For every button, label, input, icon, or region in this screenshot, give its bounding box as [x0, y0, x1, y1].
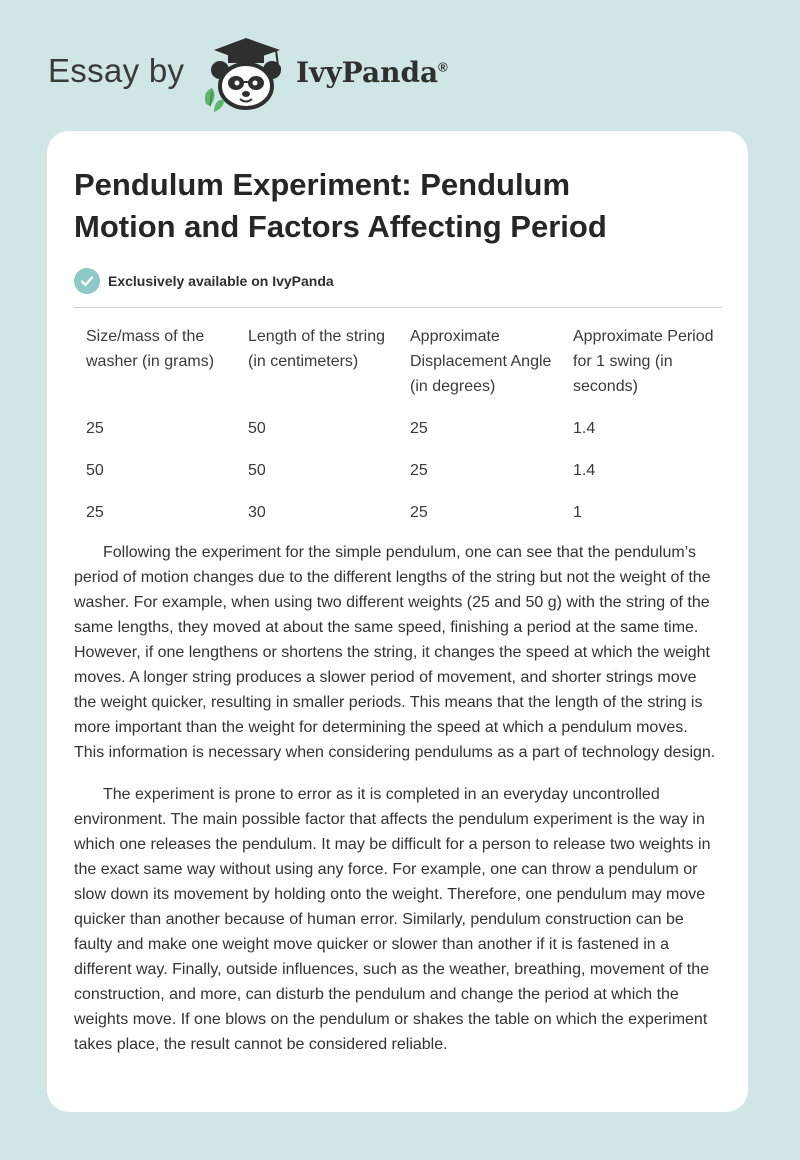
table-row	[74, 500, 723, 542]
table-row	[74, 458, 723, 500]
table-cell: 1.4	[573, 420, 596, 437]
paragraph: The experiment is prone to error as it is completed in an everyday uncontrolled environment. The main possible factor that affects the pendulum experiment is the way in which one releases the pendulum. It may be difficult for a person to release two weights in the exact same way without using any force. For example, one can throw a pendulum or slow down its movement by holding onto the weight. Therefore, one pendulum may move quicker than another because of human error. Similarly, pendulum construction can be faulty and make one weight move quicker or slower than another if it is fastened in a different way. Finally, outside influences, such as the weather, breathing, movement of the construction, and more, can disturb the pendulum and change the period at which the weights move. If one blows on the pendulum or shakes the table on which the experiment takes place, the result cannot be considered reliable.	[74, 786, 711, 1053]
page-title: Pendulum Experiment: Pendulum Motion and Factors Affecting Period	[74, 167, 607, 244]
table-header: Approximate Period for 1 swing (in seconds)	[573, 328, 714, 395]
table-cell: 50	[248, 462, 266, 479]
brand-prefix: Essay by	[48, 52, 185, 89]
table-header: Size/mass of the washer (in grams)	[86, 328, 215, 370]
brand-name-text: IvyPanda	[296, 56, 439, 89]
panda-graduation-cap-icon[interactable]	[200, 34, 290, 114]
table-cell: 1.4	[573, 462, 596, 479]
table-cell: 25	[410, 504, 428, 521]
check-icon	[74, 268, 100, 294]
paragraph: Following the experiment for the simple pendulum, one can see that the pendulum’s period of motion changes due to the different lengths of the string but not the weight of the washer. For example, when using two different weights (25 and 50 g) with the string of the same lengths, they moved at about the same speed, finishing a period at the same time. However, if one lengthens or shortens the string, it changes the speed at which the weight moves. A longer string produces a slower period of movement, and shorter strings move the weight quicker, resulting in smaller periods. This means that the length of the string is more important than the weight for determining the speed at which a pendulum moves. This information is necessary when considering pendulums as a part of technology design.	[74, 544, 716, 761]
divider	[74, 307, 722, 308]
table-cell: 1	[573, 504, 582, 521]
table-header: Approximate Displacement Angle (in degrees)	[410, 328, 552, 395]
table-header-row	[74, 324, 723, 416]
article-body	[74, 540, 722, 1057]
brand-name[interactable]	[296, 56, 448, 89]
table-cell: 25	[410, 462, 428, 479]
exclusive-badge	[74, 267, 722, 295]
exclusive-label: Exclusively available on IvyPanda	[108, 273, 334, 289]
table-cell: 25	[86, 420, 104, 437]
results-table	[74, 324, 723, 542]
table-cell: 50	[86, 462, 104, 479]
table-cell: 30	[248, 504, 266, 521]
article-card	[47, 131, 748, 1112]
table-header: Length of the string (in centimeters)	[248, 328, 385, 370]
registered-mark: ®	[438, 59, 448, 75]
table-cell: 25	[410, 420, 428, 437]
table-cell: 25	[86, 504, 104, 521]
table-row	[74, 416, 723, 458]
brand-header	[48, 34, 468, 114]
table-cell: 50	[248, 420, 266, 437]
